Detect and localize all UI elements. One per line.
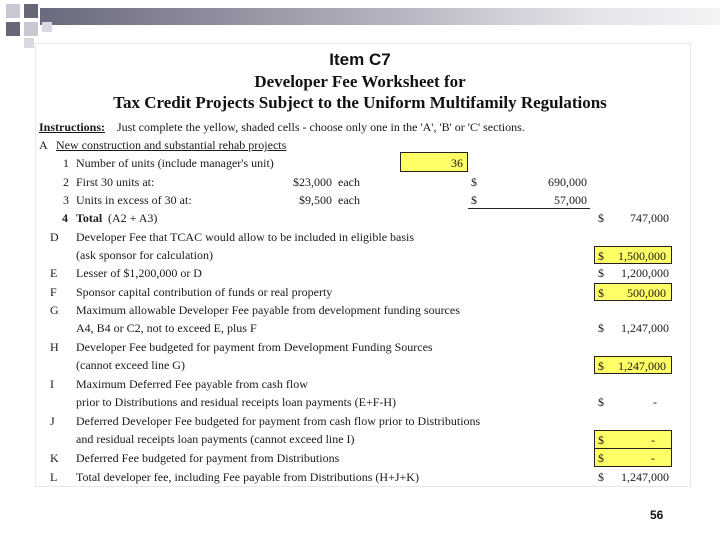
line-d-amount: 1,500,000 [618, 249, 666, 263]
line-i-letter: I [50, 377, 54, 391]
line-i-amount: - [653, 395, 657, 409]
worksheet-subtitle: Tax Credit Projects Subject to the Uniform Multifamily Regulations [113, 93, 607, 112]
line-g-amount: 1,247,000 [621, 321, 669, 335]
line-l-dollar: $ [598, 470, 604, 484]
line-g-text: Maximum allowable Developer Fee payable from development funding sources [76, 303, 460, 317]
line-g-text2: A4, B4 or C2, not to exceed E, plus F [76, 321, 257, 335]
line-jk-input-cells[interactable] [594, 430, 672, 467]
line-l-amount: 1,247,000 [621, 470, 669, 484]
decorative-square [24, 38, 34, 48]
line-f-input-cell[interactable] [594, 283, 672, 301]
page-number: 56 [650, 508, 664, 522]
row-a2-label: First 30 units at: [76, 175, 155, 189]
row-a4-label-bold: Total [76, 211, 103, 225]
row-a3-amount: 57,000 [554, 193, 587, 207]
decorative-square [6, 4, 20, 18]
row-a2-dollar: $ [471, 175, 477, 189]
subtotal-rule [468, 208, 590, 209]
line-g-dollar: $ [598, 321, 604, 335]
row-a3-rate: $9,500 [299, 193, 332, 207]
row-a3-unit: each [338, 193, 360, 207]
row-a4-dollar: $ [598, 211, 604, 225]
line-k-text: Deferred Fee budgeted for payment from Distributions [76, 451, 340, 465]
units-input-cell[interactable] [400, 152, 468, 172]
line-j-dollar: $ [598, 433, 604, 447]
line-l-letter: L [50, 470, 58, 484]
cell-divider [595, 448, 671, 449]
item-label: Item C7 [329, 50, 391, 69]
instructions-label: Instructions: [39, 120, 106, 134]
line-e-dollar: $ [598, 266, 604, 280]
row-a3-number: 3 [63, 193, 69, 207]
units-value: 36 [451, 156, 463, 170]
row-a2-unit: each [338, 175, 360, 189]
row-a2-rate: $23,000 [293, 175, 332, 189]
line-e-amount: 1,200,000 [621, 266, 669, 280]
row-a1-number: 1 [63, 156, 69, 170]
line-j-text2: and residual receipts loan payments (cannot exceed line I) [76, 432, 355, 446]
row-a2-amount: 690,000 [548, 175, 587, 189]
line-d-letter: D [50, 230, 59, 244]
row-a4-number: 4 [62, 211, 68, 225]
decorative-square [42, 22, 52, 32]
line-h-input-cell[interactable] [594, 356, 672, 374]
decorative-square [24, 4, 38, 18]
line-d-dollar: $ [598, 249, 604, 263]
line-f-dollar: $ [598, 286, 604, 300]
line-f-letter: F [50, 285, 57, 299]
row-a1-label: Number of units (include manager's unit) [76, 156, 274, 170]
line-d-text: Developer Fee that TCAC would allow to be included in eligible basis [76, 230, 415, 244]
line-h-letter: H [50, 340, 59, 354]
line-k-amount: - [651, 451, 655, 465]
row-a3-dollar: $ [471, 193, 477, 207]
section-a-letter: A [39, 138, 48, 152]
line-f-amount: 500,000 [627, 286, 666, 300]
line-h-text: Developer Fee budgeted for payment from Development Funding Sources [76, 340, 433, 354]
line-f-text: Sponsor capital contribution of funds or real property [76, 285, 333, 299]
line-h-dollar: $ [598, 359, 604, 373]
decorative-square [6, 22, 20, 36]
instructions-text: Just complete the yellow, shaded cells - choose only one in the 'A', 'B' or 'C' sections. [117, 120, 525, 134]
line-i-text: Maximum Deferred Fee payable from cash flow [76, 377, 308, 391]
line-h-text2: (cannot exceed line G) [76, 358, 185, 372]
row-a3-label: Units in excess of 30 at: [76, 193, 192, 207]
line-k-dollar: $ [598, 451, 604, 465]
line-d-text2: (ask sponsor for calculation) [76, 248, 213, 262]
line-g-letter: G [50, 303, 59, 317]
line-k-letter: K [50, 451, 59, 465]
line-i-dollar: $ [598, 395, 604, 409]
section-a-title: New construction and substantial rehab projects [56, 138, 287, 152]
line-j-amount: - [651, 433, 655, 447]
slide-top-bar [40, 8, 720, 25]
row-a4-amount: 747,000 [630, 211, 669, 225]
line-d-input-cell[interactable] [594, 246, 672, 264]
line-i-text2: prior to Distributions and residual receipts loan payments (E+F-H) [76, 395, 397, 409]
row-a2-number: 2 [63, 175, 69, 189]
line-j-letter: J [50, 414, 55, 428]
line-e-letter: E [50, 266, 58, 280]
row-a4-label: (A2 + A3) [108, 211, 158, 225]
line-j-text: Deferred Developer Fee budgeted for payment from cash flow prior to Distributions [76, 414, 481, 428]
line-h-amount: 1,247,000 [618, 359, 666, 373]
line-e-text: Lesser of $1,200,000 or D [76, 266, 202, 280]
line-l-text: Total developer fee, including Fee payable from Distributions (H+J+K) [76, 470, 419, 484]
decorative-square [24, 22, 38, 36]
worksheet-title: Developer Fee Worksheet for [254, 72, 466, 91]
